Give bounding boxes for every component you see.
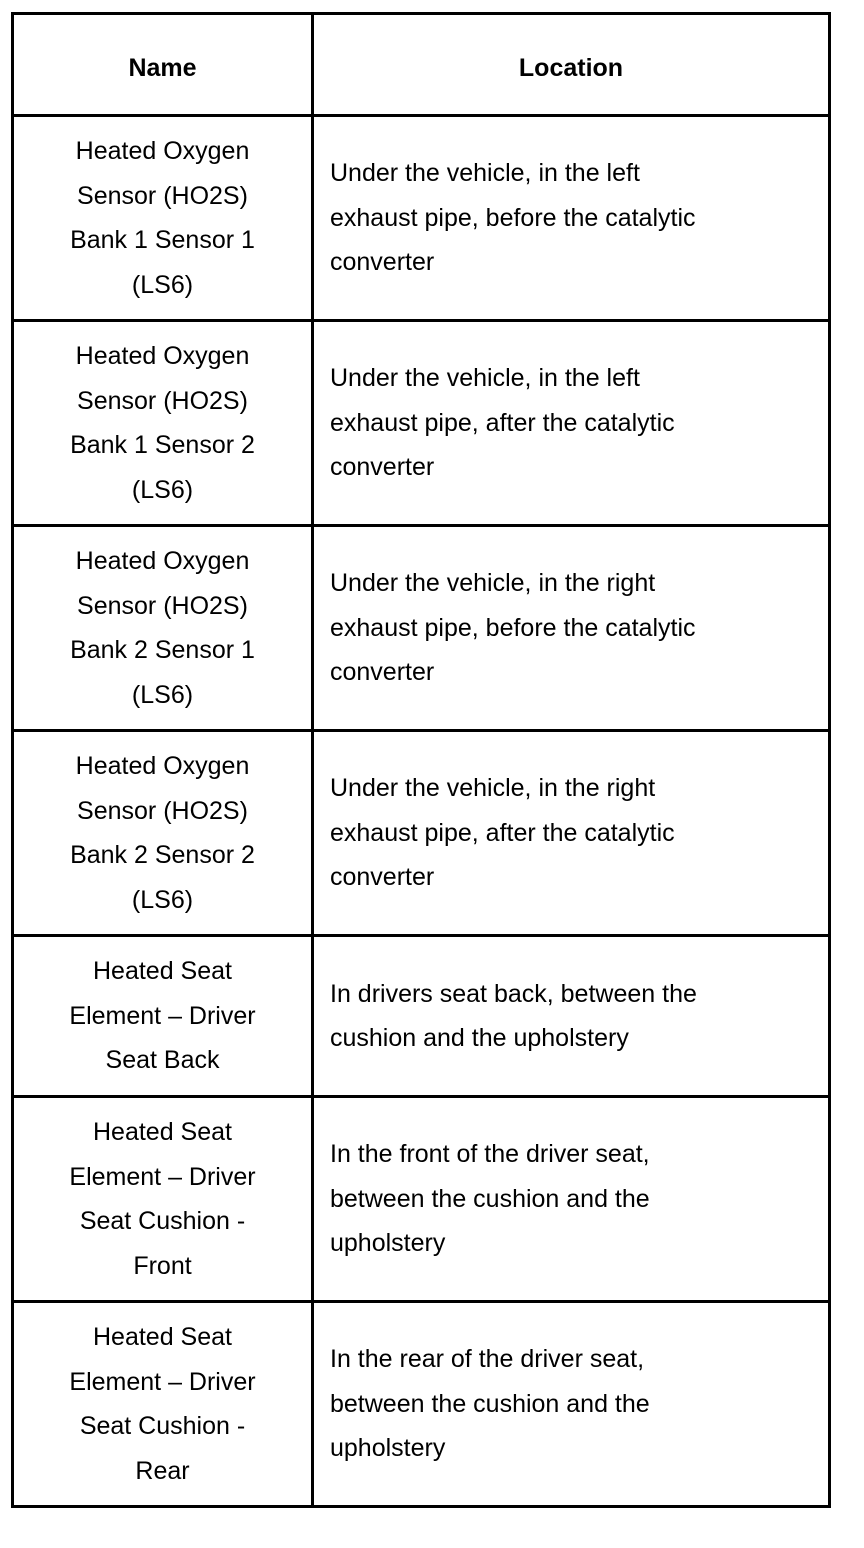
table-header-row (13, 14, 830, 116)
cell-location: Under the vehicle, in the right exhaust pipe, before the catalytic converter (313, 526, 830, 731)
cell-location: In drivers seat back, between the cushion and the upholstery (313, 936, 830, 1097)
table-row (13, 1097, 830, 1302)
cell-location: Under the vehicle, in the left exhaust pipe, before the catalytic converter (313, 116, 830, 321)
table-row (13, 321, 830, 526)
table-row (13, 936, 830, 1097)
table-row (13, 116, 830, 321)
cell-location: Under the vehicle, in the left exhaust pipe, after the catalytic converter (313, 321, 830, 526)
cell-name: Heated Oxygen Sensor (HO2S) Bank 2 Sensor 2 (LS6) (13, 731, 313, 936)
cell-location: Under the vehicle, in the right exhaust pipe, after the catalytic converter (313, 731, 830, 936)
cell-name: Heated Oxygen Sensor (HO2S) Bank 2 Sensor 1 (LS6) (13, 526, 313, 731)
column-header-location: Location (313, 14, 830, 116)
cell-name: Heated Oxygen Sensor (HO2S) Bank 1 Sensor 2 (LS6) (13, 321, 313, 526)
cell-name: Heated Seat Element – Driver Seat Cushion - Front (13, 1097, 313, 1302)
table-row (13, 731, 830, 936)
component-location-table-container (11, 12, 828, 1508)
cell-location: In the front of the driver seat, between the cushion and the upholstery (313, 1097, 830, 1302)
column-header-name: Name (13, 14, 313, 116)
cell-name: Heated Oxygen Sensor (HO2S) Bank 1 Sensor 1 (LS6) (13, 116, 313, 321)
cell-name: Heated Seat Element – Driver Seat Cushion - Rear (13, 1302, 313, 1507)
component-location-table (11, 12, 831, 1508)
cell-location: In the rear of the driver seat, between the cushion and the upholstery (313, 1302, 830, 1507)
table-row (13, 1302, 830, 1507)
table-row (13, 526, 830, 731)
cell-name: Heated Seat Element – Driver Seat Back (13, 936, 313, 1097)
